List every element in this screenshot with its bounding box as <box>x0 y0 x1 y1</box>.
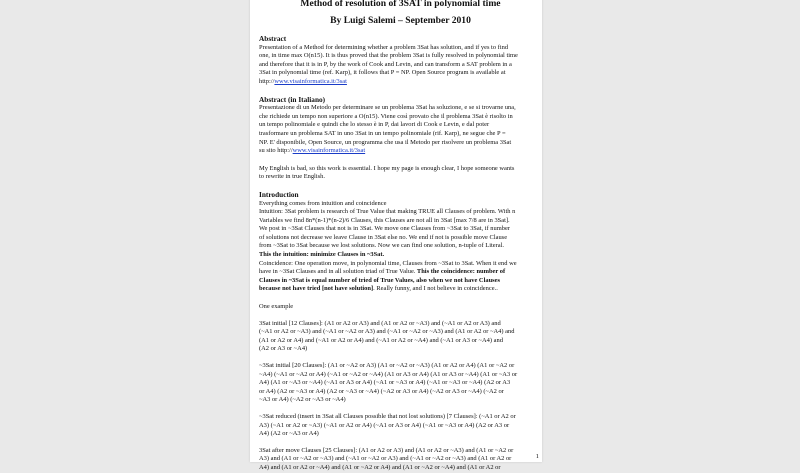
coincidence-line-1: Coincidence: One operation move, in polynomial time, Clauses from ~3Sat to 3Sat. When it end we <box>259 259 517 267</box>
abstract-line: Presentation of a Method for determining whether a problem 3Sat has solution, and if yes to find <box>259 43 509 51</box>
paragraph-gap <box>259 439 542 447</box>
abstract-body <box>259 44 542 78</box>
abstract-link-line <box>259 78 542 87</box>
introduction-line: from ~3Sat to 3Sat because we lost solutions. Now we can find one solution, n-tuple of Literal. <box>259 242 505 250</box>
abstract-it-line: che richiede un tempo non superiore a O(n15). Viene così provato che il problema 3Sat è risolto in <box>259 112 513 120</box>
abstract-it-link-prefix: su sito http:// <box>259 147 293 155</box>
abstract-heading: Abstract <box>259 34 287 43</box>
abstract-it-line: Presentazione di un Metodo per determinare se un problema 3Sat ha soluzione, e se si trovarne una, <box>259 104 516 112</box>
abstract-line: and therefore that it is in P, by the work of Cook and Levin, and can transform a SAT problem in a <box>259 60 512 68</box>
introduction-line: Intuition: 3Sat problem is research of True Value that making TRUE all Clauses of problem. With n <box>259 208 516 216</box>
abstract-it-body <box>259 104 542 147</box>
example-line: ~A3 or A4) (~A2 or ~A3 or ~A4) <box>259 396 346 404</box>
example-line: ~A4) (~A1 or ~A2 or A4) (~A1 or ~A2 or ~A4) (A1 or A3 or A4) (A1 or A3 or ~A4) (A1 or ~A3 or <box>259 370 518 378</box>
example-paragraph <box>259 362 542 405</box>
coincidence-line-2-bold: This the coincidence: number of <box>415 268 506 276</box>
example-paragraph <box>259 413 542 439</box>
abstract-it-line: NP. E' disponibile, Open Source, un programma che usa il Metodo per risolvere un problema 3Sat <box>259 138 512 146</box>
abstract-it-link[interactable]: www.visainformatica.it/3sat <box>292 147 366 155</box>
english-note-line: to rewrite in true English. <box>259 173 325 181</box>
introduction-line: of solutions not decrease we leave Clause in 3Sat else no. We end if not is possible move Clause <box>259 233 508 241</box>
coincidence-line-2 <box>259 268 542 277</box>
example-line: A4) and (A1 or A2 or ~A4) and (A1 or ~A2 or A4) and (A1 or ~A2 or ~A4) and (A1 or A2 or <box>259 463 501 471</box>
example-line: (A1 or A2 or A4) and (~A1 or A2 or A4) and (~A1 or A2 or ~A4) and (~A1 or A3 or ~A4) and <box>259 336 503 344</box>
example-line: or A4) (A2 or ~A3 or A4) (A2 or ~A3 or ~A4) (~A2 or A3 or A4) (~A2 or A3 or ~A4) (~A2 or <box>259 387 504 395</box>
example-line: A3) and (A1 or ~A2 or ~A3) and (~A1 or ~A2 or A3) and (~A1 or ~A2 or ~A3) and (A1 or A2 or <box>259 455 512 463</box>
abstract-it-link-line <box>259 147 542 156</box>
example-blocks <box>259 312 542 473</box>
page-number: 1 <box>535 453 539 460</box>
introduction-body <box>259 200 542 252</box>
introduction-line: Variables we find 8n*(n-1)*(n-2)/6 Clauses, this Clauses are not all in 3Sat [max 7/8 are in 3Sat]. <box>259 216 510 224</box>
abstract-it-heading: Abstract (in Italiano) <box>259 94 326 104</box>
title-line-2: By Luigi Salemi – September 2010 <box>330 15 471 26</box>
abstract-it-line: trasformare un problema SAT in uno 3Sat in un tempo polinomiale (rif. Karp), ne segue che P = <box>259 129 506 137</box>
introduction-line: Everything comes from intuition and coincidence <box>259 199 387 207</box>
introduction-section <box>259 191 542 294</box>
coincidence-line-2-plain: have in ~3Sat Clauses and in all solution triad of True Value. <box>259 268 416 276</box>
example-section <box>259 303 542 473</box>
page-content <box>250 0 542 473</box>
abstract-link-prefix: http:// <box>259 77 275 85</box>
english-note <box>259 165 542 182</box>
example-paragraph <box>259 320 542 354</box>
abstract-it-line: un tempo polinomiale e quindi che lo stesso è in P, dai lavori di Cook e Levin, e dal poter <box>259 121 490 129</box>
coincidence-line-4 <box>259 285 542 294</box>
coincidence-line-4-bold: because not have tried [not have solution] <box>259 285 374 293</box>
example-line: 3Sat after move Clauses [25 Clauses]: (A1 or A2 or A3) and (A1 or A2 or ~A3) and (A1 or ~A2 or <box>259 446 514 454</box>
abstract-line: 3Sat in polynomial time (ref. Karp), it follows that P = NP. Open Source program is available at <box>259 69 506 77</box>
example-line: A3) (~A1 or A2 or ~A3) (~A1 or A2 or A4) (~A1 or A3 or A4) (~A1 or ~A3 or A4) (A2 or A3 or <box>259 421 510 429</box>
example-line: (~A1 or A2 or ~A3) and (~A1 or ~A2 or A3) and (~A1 or ~A2 or ~A3) and (A1 or A2 or ~A4) and <box>259 328 515 336</box>
example-line: ~3Sat reduced (insert in 3Sat all Clauses possible that not lost solutions) [7 Clauses]: (~A1 or A2 or <box>259 412 516 420</box>
example-heading: One example <box>259 303 294 311</box>
example-line: A4) (A2 or ~A3 or A4) <box>259 430 319 438</box>
paragraph-gap <box>259 312 542 320</box>
english-note-line: My English is bad, so this work is essential. I hope my page is enough clear, I hope someone wants <box>259 164 515 172</box>
document-page <box>250 0 542 471</box>
paragraph-gap <box>259 405 542 413</box>
paragraph-gap <box>259 354 542 362</box>
abstract-link[interactable]: www.visainformatica.it/3sat <box>274 77 347 85</box>
example-line: ~3Sat initial [20 Clauses]: (A1 or ~A2 or A3) (A1 or ~A2 or ~A3) (A1 or A2 or A4) (A1 or ~A2 or <box>259 362 515 369</box>
example-paragraph <box>259 447 542 473</box>
introduction-line: We post in ~3Sat Clauses that not is in 3Sat. We move one Clauses from ~3Sat to 3Sat, if number <box>259 225 510 233</box>
coincidence-line-4-plain: . Really funny, and I not believe in coincidence.. <box>373 285 498 293</box>
abstract-line: one, in time max O(n15). It is thus proved that the problem 3Sat is fully resolved in polynomial time <box>259 52 518 60</box>
example-line: (A2 or A3 or ~A4) <box>259 345 308 353</box>
example-line: 3Sat initial [12 Clauses]: (A1 or A2 or A3) and (A1 or A2 or ~A3) and (~A1 or A2 or A3) and <box>259 319 501 327</box>
introduction-heading: Introduction <box>259 189 299 199</box>
abstract-it-section <box>259 96 542 156</box>
abstract-section <box>259 35 542 87</box>
intuition-line: This the intuition: minimize Clauses in ~3Sat. <box>259 251 385 259</box>
example-line: A4) (A1 or ~A3 or ~A4) (~A1 or A3 or A4) (~A1 or ~A3 or A4) (~A1 or ~A3 or ~A4) (A2 or A3 <box>259 379 511 387</box>
title-line-1: Method of resolution of 3SAT in polynomial time <box>300 0 501 9</box>
coincidence-line-3: Clauses in ~3Sat is equal number of tried of True Values, also when we not have Clauses <box>259 276 501 284</box>
